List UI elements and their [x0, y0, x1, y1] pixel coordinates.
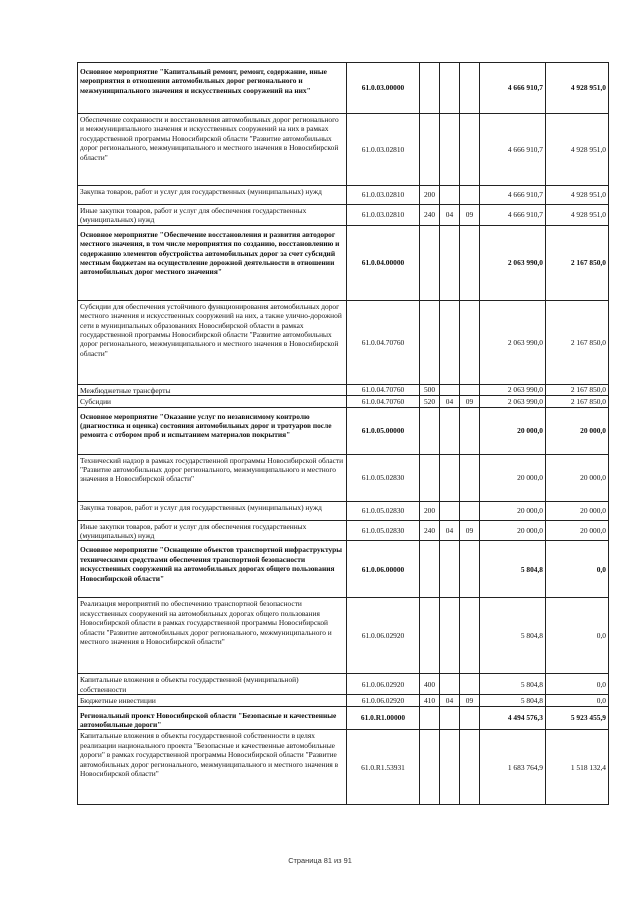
subsection-code	[460, 730, 480, 805]
amount-year-2: 4 928 951,0	[546, 205, 609, 226]
table-row	[78, 520, 609, 541]
section-code: 04	[440, 695, 460, 706]
amount-year-2: 4 928 951,0	[546, 63, 609, 114]
section-code: 04	[440, 205, 460, 226]
expense-type-code	[420, 63, 440, 114]
target-code: 61.0.04.70760	[347, 300, 420, 384]
expense-type-code	[420, 541, 440, 598]
section-code	[440, 730, 460, 805]
subsection-code	[460, 706, 480, 730]
amount-year-1: 20 000,0	[480, 407, 546, 454]
target-code: 61.0.03.02810	[347, 186, 420, 205]
subsection-code: 09	[460, 396, 480, 407]
section-code	[440, 63, 460, 114]
section-code: 04	[440, 520, 460, 541]
table-row	[78, 598, 609, 674]
table-row	[78, 730, 609, 805]
amount-year-2: 4 928 951,0	[546, 186, 609, 205]
amount-year-1: 5 804,8	[480, 674, 546, 695]
expense-type-code	[420, 114, 440, 186]
row-description: Бюджетные инвестиции	[78, 695, 347, 706]
subsection-code: 09	[460, 695, 480, 706]
section-code	[440, 454, 460, 501]
amount-year-1: 4 666 910,7	[480, 205, 546, 226]
amount-year-2: 5 923 455,9	[546, 706, 609, 730]
expense-type-code: 400	[420, 674, 440, 695]
amount-year-2: 0,0	[546, 674, 609, 695]
table-row	[78, 384, 609, 395]
expense-type-code	[420, 454, 440, 501]
section-code	[440, 598, 460, 674]
section-code: 04	[440, 396, 460, 407]
expense-type-code: 500	[420, 384, 440, 395]
subsection-code	[460, 114, 480, 186]
table-row	[78, 396, 609, 407]
subsection-code	[460, 300, 480, 384]
row-description: Основное мероприятие "Оказание услуг по независимому контролю (диагностика и оценка) состояния автомобильных дорог и тротуаров после ремонта с отбором проб и испытанием материалов покрытия"	[78, 407, 347, 454]
amount-year-2: 1 518 132,4	[546, 730, 609, 805]
expense-type-code: 200	[420, 501, 440, 520]
target-code: 61.0.03.02810	[347, 114, 420, 186]
table-row	[78, 63, 609, 114]
row-description: Технический надзор в рамках государственной программы Новосибирской области "Развитие автомобильных дорог регионального, межмуниципального и местного значения в Новосибирской области"	[78, 454, 347, 501]
section-code	[440, 407, 460, 454]
table-row	[78, 186, 609, 205]
row-description: Закупка товаров, работ и услуг для государственных (муниципальных) нужд	[78, 186, 347, 205]
subsection-code: 09	[460, 520, 480, 541]
subsection-code	[460, 225, 480, 300]
amount-year-1: 2 063 990,0	[480, 300, 546, 384]
section-code	[440, 706, 460, 730]
subsection-code: 09	[460, 205, 480, 226]
row-description: Региональный проект Новосибирской области "Безопасные и качественные автомобильные дороги"	[78, 706, 347, 730]
amount-year-1: 20 000,0	[480, 501, 546, 520]
expense-type-code: 410	[420, 695, 440, 706]
section-code	[440, 114, 460, 186]
amount-year-2: 2 167 850,0	[546, 396, 609, 407]
row-description: Иные закупки товаров, работ и услуг для обеспечения государственных (муниципальных) нужд	[78, 520, 347, 541]
table-row	[78, 205, 609, 226]
target-code: 61.0.04.70760	[347, 396, 420, 407]
amount-year-1: 5 804,8	[480, 541, 546, 598]
amount-year-2: 20 000,0	[546, 454, 609, 501]
subsection-code	[460, 407, 480, 454]
target-code: 61.0.03.00000	[347, 63, 420, 114]
section-code	[440, 384, 460, 395]
amount-year-1: 4 494 576,3	[480, 706, 546, 730]
subsection-code	[460, 541, 480, 598]
subsection-code	[460, 674, 480, 695]
row-description: Субсидии	[78, 396, 347, 407]
table-row	[78, 300, 609, 384]
row-description: Межбюджетные трансферты	[78, 384, 347, 395]
section-code	[440, 501, 460, 520]
table-row	[78, 501, 609, 520]
target-code: 61.0.06.02920	[347, 598, 420, 674]
amount-year-1: 5 804,8	[480, 695, 546, 706]
section-code	[440, 225, 460, 300]
amount-year-1: 1 683 764,9	[480, 730, 546, 805]
budget-table	[77, 62, 609, 805]
target-code: 61.0.03.02810	[347, 205, 420, 226]
expense-type-code: 200	[420, 186, 440, 205]
table-row	[78, 114, 609, 186]
section-code	[440, 186, 460, 205]
amount-year-2: 4 928 951,0	[546, 114, 609, 186]
page-footer: Страница 81 из 91	[288, 856, 352, 865]
target-code: 61.0.05.00000	[347, 407, 420, 454]
expense-type-code	[420, 407, 440, 454]
table-body	[78, 63, 609, 805]
amount-year-2: 20 000,0	[546, 501, 609, 520]
amount-year-1: 4 666 910,7	[480, 186, 546, 205]
amount-year-2: 0,0	[546, 695, 609, 706]
target-code: 61.0.04.00000	[347, 225, 420, 300]
table-row	[78, 706, 609, 730]
table-row	[78, 541, 609, 598]
expense-type-code	[420, 225, 440, 300]
row-description: Обеспечение сохранности и восстановления автомобильных дорог регионального и межмуниципального значения и искусственных сооружений на них в рамках государственной программы Новосибирской области "Развитие автомобильных дорог регионального, межмуниципального и местного значения в Новосибирской области"	[78, 114, 347, 186]
row-description: Иные закупки товаров, работ и услуг для обеспечения государственных (муниципальных) нужд	[78, 205, 347, 226]
amount-year-2: 2 167 850,0	[546, 300, 609, 384]
amount-year-1: 2 063 990,0	[480, 384, 546, 395]
row-description: Капитальные вложения в объекты государственной (муниципальной) собственности	[78, 674, 347, 695]
target-code: 61.0.04.70760	[347, 384, 420, 395]
target-code: 61.0.05.02830	[347, 501, 420, 520]
expense-type-code: 240	[420, 205, 440, 226]
table-row	[78, 454, 609, 501]
amount-year-1: 20 000,0	[480, 454, 546, 501]
subsection-code	[460, 384, 480, 395]
row-description: Субсидии для обеспечения устойчивого функционирования автомобильных дорог местного значения и искусственных сооружений на них, а также улично-дорожной сети в муниципальных образованиях Новосибирской области в рамках государственной программы Новосибирской области "Развитие автомобильных дорог регионального, межмуниципального и местного значения в Новосибирской области"	[78, 300, 347, 384]
subsection-code	[460, 186, 480, 205]
section-code	[440, 674, 460, 695]
target-code: 61.0.06.00000	[347, 541, 420, 598]
amount-year-1: 4 666 910,7	[480, 63, 546, 114]
table-row	[78, 695, 609, 706]
row-description: Основное мероприятие "Обеспечение восстановления и развития автодорог местного значения, в том числе мероприятия по созданию, восстановлению и содержанию элементов обустройства автомобильных дорог за счет субсидий местным бюджетам на осуществление дорожной деятельности в отношении автомобильных дорог местного значения"	[78, 225, 347, 300]
target-code: 61.0.R1.53931	[347, 730, 420, 805]
table-row	[78, 407, 609, 454]
table-row	[78, 225, 609, 300]
section-code	[440, 300, 460, 384]
section-code	[440, 541, 460, 598]
amount-year-2: 0,0	[546, 598, 609, 674]
amount-year-1: 2 063 990,0	[480, 225, 546, 300]
amount-year-1: 20 000,0	[480, 520, 546, 541]
amount-year-2: 0,0	[546, 541, 609, 598]
expense-type-code	[420, 730, 440, 805]
subsection-code	[460, 63, 480, 114]
target-code: 61.0.R1.00000	[347, 706, 420, 730]
expense-type-code	[420, 300, 440, 384]
row-description: Основное мероприятие "Оснащение объектов транспортной инфраструктуры техническими средствами обеспечения транспортной безопасности искусственных сооружений на автомобильных дорогах общего пользования Новосибирской области"	[78, 541, 347, 598]
table-row	[78, 674, 609, 695]
amount-year-1: 4 666 910,7	[480, 114, 546, 186]
expense-type-code: 520	[420, 396, 440, 407]
row-description: Основное мероприятие "Капитальный ремонт, ремонт, содержание, иные мероприятия в отношении автомобильных дорог регионального и межмуниципального значения и искусственных сооружений на них"	[78, 63, 347, 114]
expense-type-code: 240	[420, 520, 440, 541]
amount-year-2: 2 167 850,0	[546, 225, 609, 300]
row-description: Реализация мероприятий по обеспечению транспортной безопасности искусственных сооружений на автомобильных дорогах общего пользования Новосибирской области в рамках государственной программы Новосибирской области "Развитие автомобильных дорог регионального, межмуниципального и местного значения в Новосибирской области"	[78, 598, 347, 674]
subsection-code	[460, 454, 480, 501]
row-description: Капитальные вложения в объекты государственной собственности в целях реализации национального проекта "Безопасные и качественные автомобильные дороги" в рамках государственной программы Новосибирской области "Развитие автомобильных дорог регионального, межмуниципального и местного значения в Новосибирской области"	[78, 730, 347, 805]
amount-year-2: 20 000,0	[546, 520, 609, 541]
target-code: 61.0.06.02920	[347, 695, 420, 706]
subsection-code	[460, 598, 480, 674]
target-code: 61.0.06.02920	[347, 674, 420, 695]
row-description: Закупка товаров, работ и услуг для государственных (муниципальных) нужд	[78, 501, 347, 520]
target-code: 61.0.05.02830	[347, 520, 420, 541]
amount-year-2: 20 000,0	[546, 407, 609, 454]
amount-year-1: 5 804,8	[480, 598, 546, 674]
expense-type-code	[420, 706, 440, 730]
target-code: 61.0.05.02830	[347, 454, 420, 501]
amount-year-2: 2 167 850,0	[546, 384, 609, 395]
expense-type-code	[420, 598, 440, 674]
subsection-code	[460, 501, 480, 520]
amount-year-1: 2 063 990,0	[480, 396, 546, 407]
